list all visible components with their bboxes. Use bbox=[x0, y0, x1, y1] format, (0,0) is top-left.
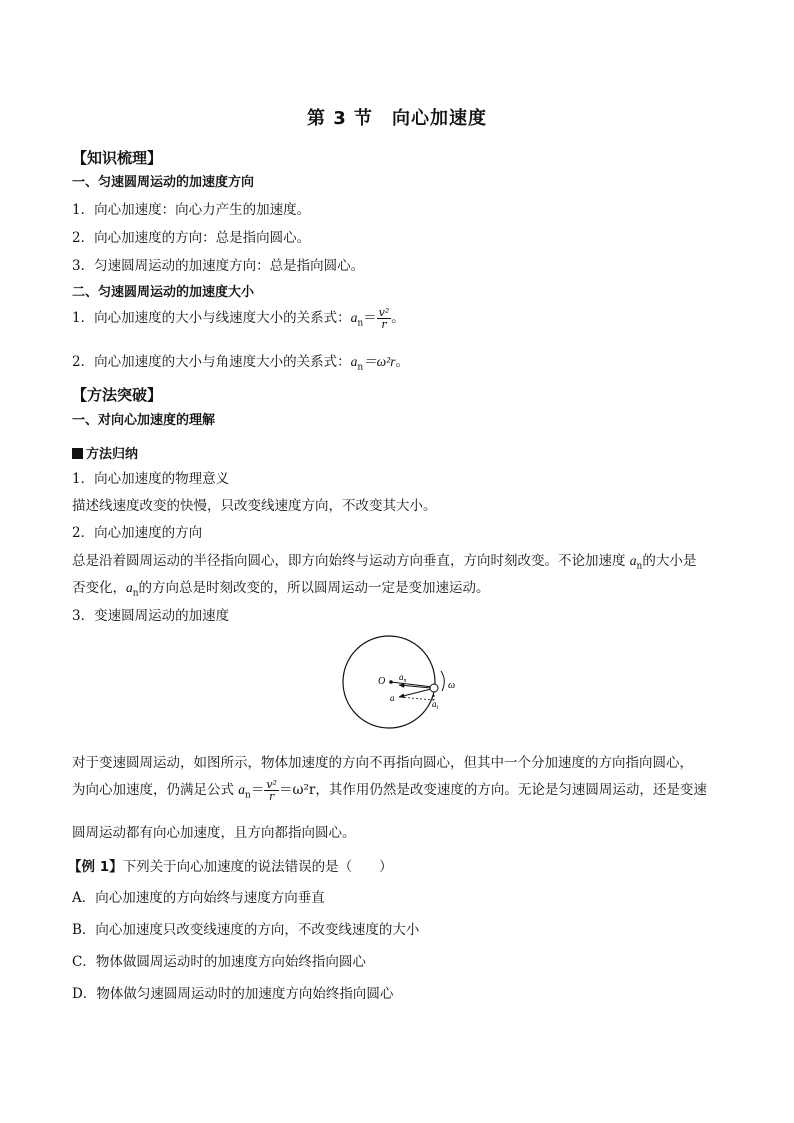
symbol-a: a bbox=[238, 782, 246, 797]
desc-text: 否变化， bbox=[72, 580, 126, 596]
circle-path bbox=[343, 636, 435, 728]
symbol-a-sub: n bbox=[245, 790, 251, 801]
formula-angular-lhs-sub: n bbox=[357, 362, 364, 373]
desc-text: ＝ω²r，其作用仍然是改变速度的方向。无论是匀速圆周运动，还是变速 bbox=[278, 782, 707, 798]
knowledge-formula-angular bbox=[72, 350, 409, 373]
black-square-icon bbox=[72, 448, 83, 459]
fraction-denominator: r bbox=[381, 318, 387, 331]
method-header: 【方法突破】 bbox=[72, 386, 163, 404]
method-item-1-desc: 描述线速度改变的快慢，只改变线速度方向，不改变其大小。 bbox=[72, 498, 437, 514]
rotation-arc bbox=[441, 671, 444, 691]
formula-angular-end: 。 bbox=[395, 354, 409, 370]
desc-text: 为向心加速度，仍满足公式 bbox=[72, 782, 239, 798]
knowledge-part2-title: 二、匀速圆周运动的加速度大小 bbox=[72, 285, 255, 300]
formula-angular-rhs: ＝ω²r bbox=[363, 354, 396, 369]
label-at: $a_t$ bbox=[432, 699, 439, 711]
example-option-d: D．物体做匀速圆周运动时的加速度方向始终指向圆心 bbox=[72, 986, 394, 1002]
formula-linear-eq: ＝ bbox=[363, 310, 377, 326]
dashed-construction-line bbox=[399, 697, 434, 700]
desc-text: 的方向总是时刻改变的，所以圆周运动一定是变加速运动。 bbox=[138, 580, 490, 596]
method-summary-label: 方法归纳 bbox=[86, 447, 139, 462]
method-item-3-desc-line3: 圆周运动都有向心加速度，且方向都指向圆心。 bbox=[72, 825, 356, 841]
formula-linear-fraction bbox=[377, 307, 392, 330]
fraction-denominator: r bbox=[269, 790, 275, 803]
formula-linear-end: 。 bbox=[391, 310, 405, 326]
knowledge-item-2: 2．向心加速度的方向：总是指向圆心。 bbox=[72, 230, 311, 246]
method-item-2-desc-line2 bbox=[72, 576, 490, 599]
example-question-text: 下列关于向心加速度的说法错误的是（ ） bbox=[122, 859, 393, 875]
desc-text: 总是沿着圆周运动的半径指向圆心，即方向始终与运动方向垂直，方向时刻改变。不论加速度 bbox=[72, 553, 630, 569]
knowledge-formula-linear bbox=[72, 306, 405, 330]
knowledge-item-1: 1．向心加速度：向心力产生的加速度。 bbox=[72, 202, 311, 218]
formula-linear-lhs-sub: n bbox=[357, 318, 364, 329]
knowledge-part1-title: 一、匀速圆周运动的加速度方向 bbox=[72, 175, 255, 190]
total-acceleration-arrow bbox=[399, 689, 431, 697]
symbol-a: a bbox=[629, 553, 637, 568]
symbol-a: a bbox=[126, 580, 133, 595]
formula-fraction bbox=[264, 779, 279, 802]
knowledge-item-3: 3．匀速圆周运动的加速度方向：总是指向圆心。 bbox=[72, 258, 365, 274]
method-item-3-desc-line2 bbox=[72, 778, 707, 802]
formula-angular-lhs: a bbox=[350, 354, 358, 369]
example-label: 【例 1】 bbox=[68, 859, 123, 875]
method-item-3: 3．变速圆周运动的加速度 bbox=[72, 608, 230, 624]
circular-motion-figure bbox=[335, 633, 465, 733]
label-omega: ω bbox=[448, 680, 456, 691]
method-item-2-desc-line1 bbox=[72, 549, 696, 572]
symbol-a-sub: n bbox=[636, 561, 643, 572]
method-part1-title: 一、对向心加速度的理解 bbox=[72, 413, 216, 428]
fraction-numerator: v² bbox=[266, 778, 277, 791]
example-question bbox=[68, 855, 393, 875]
method-item-3-desc-line1: 对于变速圆周运动，如图所示，物体加速度的方向不再指向圆心，但其中一个分加速度的方向指向圆心， bbox=[72, 755, 693, 771]
label-an: $a_n$ bbox=[399, 672, 407, 684]
method-item-1: 1．向心加速度的物理意义 bbox=[72, 471, 230, 487]
formula-linear-text: 1．向心加速度的大小与线速度大小的关系式： bbox=[72, 310, 351, 326]
symbol-a-sub: n bbox=[132, 588, 139, 599]
page-title: 第 3 节 向心加速度 bbox=[306, 108, 488, 129]
fraction-numerator: v² bbox=[378, 306, 390, 319]
knowledge-header: 【知识梳理】 bbox=[72, 149, 163, 167]
label-O: O bbox=[378, 676, 386, 687]
formula-angular-text: 2．向心加速度的大小与角速度大小的关系式： bbox=[72, 354, 351, 370]
desc-text: ＝ bbox=[250, 782, 265, 798]
example-option-c: C．物体做圆周运动时的加速度方向始终指向圆心 bbox=[72, 954, 366, 970]
method-item-2: 2．向心加速度的方向 bbox=[72, 525, 203, 541]
label-a: a bbox=[390, 693, 395, 703]
desc-text: 的大小是 bbox=[642, 553, 697, 569]
example-option-a: A．向心加速度的方向始终与速度方向垂直 bbox=[72, 890, 325, 906]
moving-object bbox=[430, 684, 438, 692]
formula-linear-lhs: a bbox=[350, 310, 358, 325]
method-summary bbox=[72, 443, 138, 462]
example-option-b: B．向心加速度只改变线速度的方向，不改变线速度的大小 bbox=[72, 922, 420, 938]
